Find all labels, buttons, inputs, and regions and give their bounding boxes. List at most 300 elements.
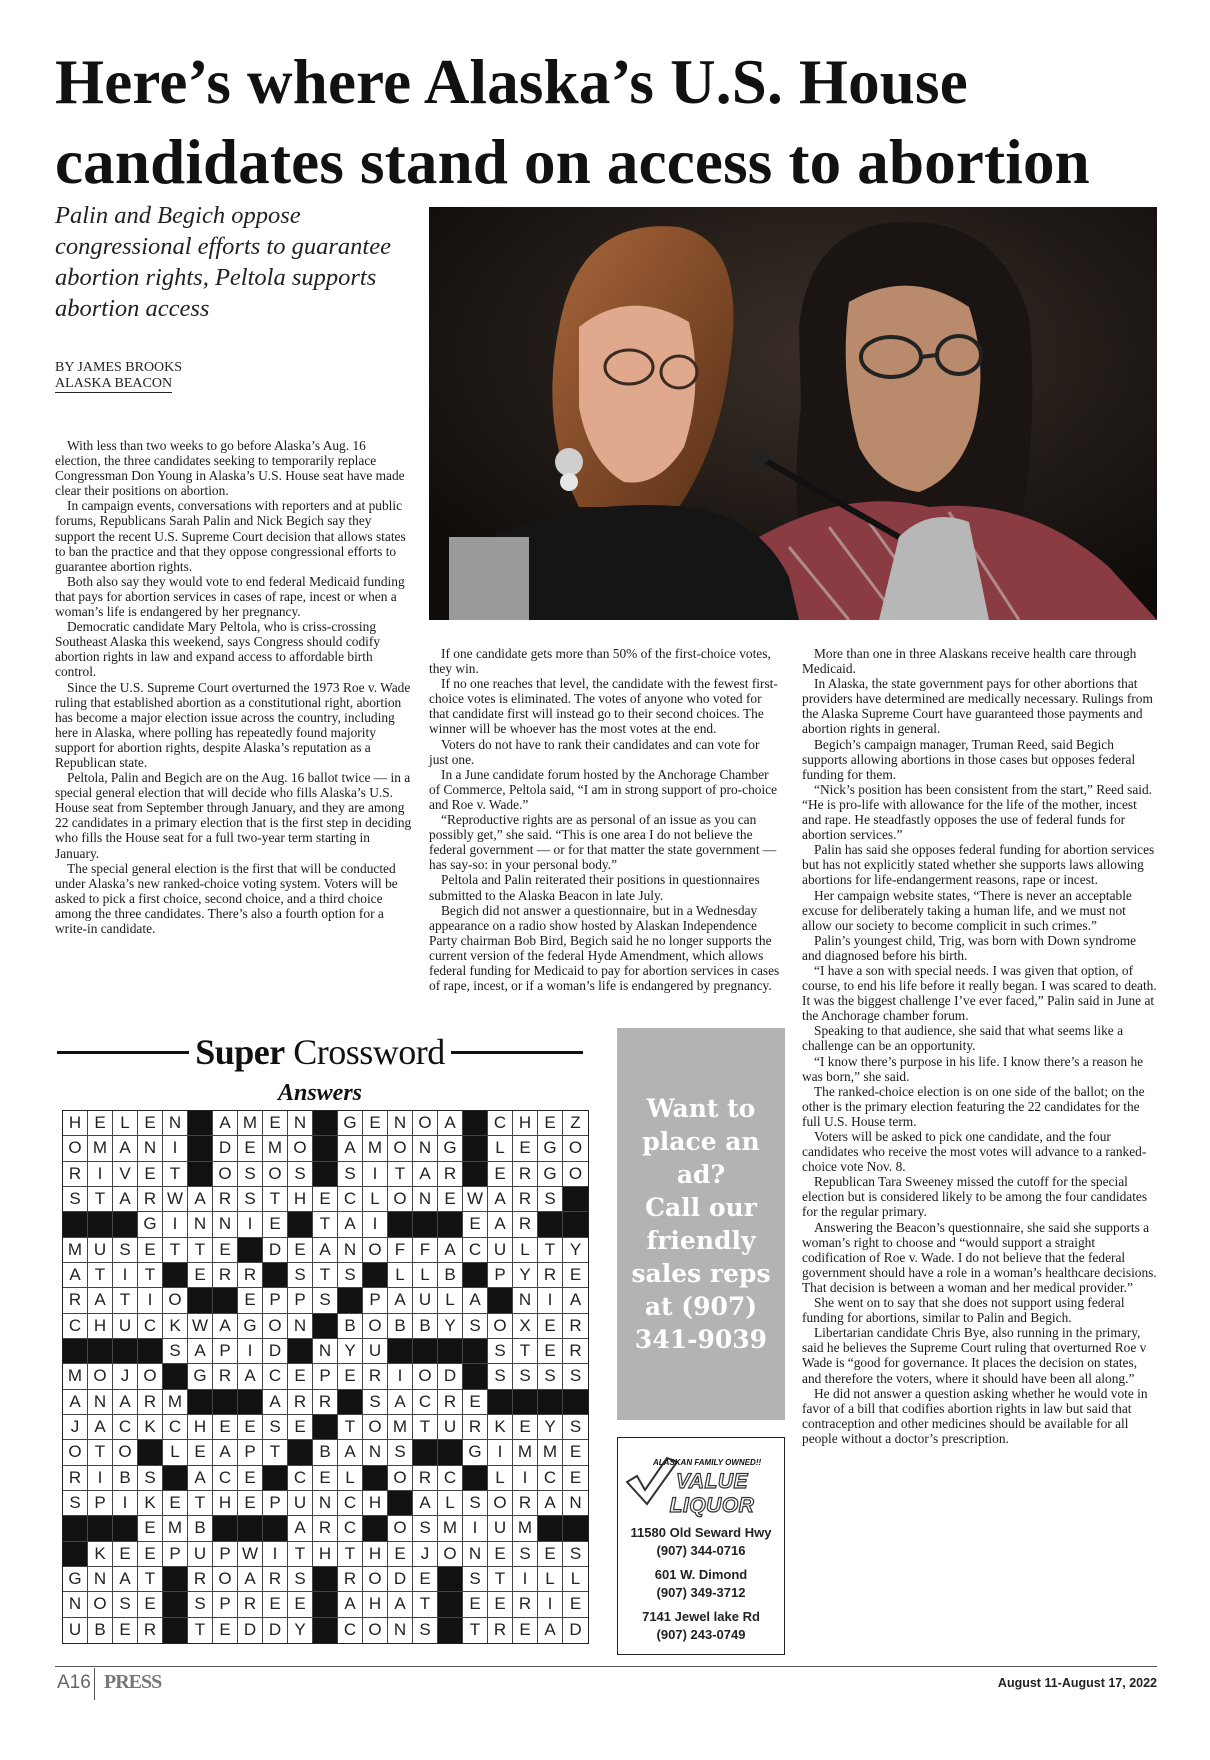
crossword-cell: D [569, 1620, 582, 1640]
crossword-cell: T [88, 1263, 113, 1288]
crossword-cell: M [163, 1516, 188, 1541]
article-column-3 [802, 646, 1158, 1446]
crossword-cell: T [163, 1238, 188, 1263]
crossword-block [463, 1111, 488, 1136]
crossword-cell: R [138, 1618, 163, 1643]
crossword-cell: A [113, 1567, 138, 1592]
crossword-block [88, 1516, 113, 1541]
crossword-cell: W [238, 1542, 263, 1567]
crossword-cell: P [288, 1288, 313, 1313]
crossword-cell: E [513, 1618, 538, 1643]
crossword-cell: Y [538, 1415, 563, 1440]
ad-text [631, 1092, 771, 1356]
footer-rule [55, 1666, 1157, 1667]
paragraph: Palin has said she opposes federal funding for abortion services but has not explicitly stated whether she supports laws allowing abortions for life-endangerment reasons, rape or incest. [802, 842, 1155, 888]
paragraph: Speaking to that audience, she said that what seems like a challenge can be an opportunity. [802, 1023, 1124, 1054]
crossword-cell: L [113, 1111, 138, 1136]
crossword-cell: P [238, 1440, 263, 1465]
crossword-cell: O [213, 1567, 238, 1592]
paragraph: With less than two weeks to go before Alaska’s Aug. 16 election, the three candidates seeking to temporarily replace Congressman Don Young in Alaska’s U.S. House seat have made clear their positions on abortion. [55, 438, 405, 499]
crossword-block [388, 1212, 413, 1237]
crossword-block [313, 1567, 338, 1592]
crossword-cell: I [513, 1466, 538, 1491]
crossword-cell: U [438, 1415, 463, 1440]
crossword-cell: E [438, 1187, 463, 1212]
ad-line: Want to [646, 1094, 756, 1123]
crossword-cell: P [163, 1542, 188, 1567]
crossword-cell: O [563, 1162, 588, 1187]
crossword-cell: T [138, 1567, 163, 1592]
crossword-cell: C [113, 1415, 138, 1440]
crossword-block [463, 1136, 488, 1161]
crossword-cell: S [463, 1567, 488, 1592]
crossword-cell: O [288, 1136, 313, 1161]
crossword-cell: S [288, 1567, 313, 1592]
crossword-block [188, 1288, 213, 1313]
crossword-cell: L [438, 1491, 463, 1516]
crossword-cell: U [188, 1542, 213, 1567]
crossword-block [238, 1238, 263, 1263]
crossword-block [138, 1339, 163, 1364]
crossword-cell: E [413, 1567, 438, 1592]
crossword-cell: R [513, 1187, 538, 1212]
crossword-cell: R [513, 1162, 538, 1187]
crossword-cell: P [363, 1288, 388, 1313]
crossword-cell: S [338, 1162, 363, 1187]
crossword-cell: O [388, 1187, 413, 1212]
crossword-block [163, 1592, 188, 1617]
crossword-cell: N [313, 1491, 338, 1516]
crossword-cell: E [563, 1263, 588, 1288]
crossword-cell: S [113, 1592, 138, 1617]
crossword-cell: C [163, 1415, 188, 1440]
crossword-cell: O [438, 1542, 463, 1567]
crossword-cell: Y [513, 1263, 538, 1288]
crossword-cell: L [413, 1263, 438, 1288]
store-phone: (907) 349-3712 [656, 1585, 746, 1600]
crossword-cell: A [538, 1618, 563, 1643]
crossword-cell: J [113, 1364, 138, 1389]
paragraph: If no one reaches that level, the candidate with the fewest first-choice votes is eliminated. The votes of anyone who voted for that candidate first will instead go to their second choices. The winner will be whoever has the most votes at the end. [429, 676, 778, 737]
crossword-cell: C [488, 1111, 513, 1136]
crossword-cell: A [213, 1111, 238, 1136]
crossword-cell: L [163, 1440, 188, 1465]
crossword-block [188, 1111, 213, 1136]
crossword-cell: A [188, 1466, 213, 1491]
crossword-cell: I [238, 1339, 263, 1364]
candidates-photo [429, 207, 1157, 620]
crossword-block [113, 1339, 138, 1364]
crossword-cell: L [563, 1567, 588, 1592]
crossword-cell: I [238, 1212, 263, 1237]
crossword-block [363, 1466, 388, 1491]
crossword-cell: R [213, 1364, 238, 1389]
crossword-cell: G [538, 1136, 563, 1161]
ad-line: at (907) [644, 1292, 758, 1321]
crossword-cell: W [163, 1187, 188, 1212]
crossword-block [163, 1618, 188, 1643]
crossword-cell: U [413, 1288, 438, 1313]
crossword-cell: A [188, 1187, 213, 1212]
crossword-cell: O [63, 1136, 88, 1161]
crossword-cell: B [388, 1314, 413, 1339]
crossword-cell: D [263, 1618, 288, 1643]
crossword-block [463, 1364, 488, 1389]
crossword-cell: S [288, 1162, 313, 1187]
crossword-block [313, 1136, 338, 1161]
crossword-cell: E [563, 1592, 588, 1617]
crossword-cell: R [338, 1567, 363, 1592]
crossword-cell: E [238, 1415, 263, 1440]
crossword-title [57, 1030, 583, 1074]
crossword-cell: O [63, 1440, 88, 1465]
crossword-cell: L [488, 1466, 513, 1491]
crossword-cell: A [388, 1592, 413, 1617]
paragraph: “I know there’s purpose in his life. I know there’s a reason he was born,” she said. [802, 1053, 1144, 1084]
crossword-cell: V [113, 1162, 138, 1187]
crossword-cell: C [338, 1618, 363, 1643]
crossword-cell: N [313, 1339, 338, 1364]
crossword-cell: C [463, 1238, 488, 1263]
crossword-block [63, 1212, 88, 1237]
crossword-cell: U [63, 1618, 88, 1643]
crossword-cell: N [88, 1390, 113, 1415]
crossword-cell: T [88, 1187, 113, 1212]
crossword-cell: E [213, 1238, 238, 1263]
crossword-cell: M [363, 1136, 388, 1161]
crossword-cell: E [213, 1415, 238, 1440]
crossword-cell: O [138, 1364, 163, 1389]
crossword-cell: S [238, 1162, 263, 1187]
paragraph: Both also say they would vote to end federal Medicaid funding that pays for abortion services in cases of rape, incest or when a woman’s life is endangered by her pregnancy. [55, 573, 405, 620]
crossword-cell: P [213, 1542, 238, 1567]
crossword-cell: M [513, 1516, 538, 1541]
crossword-cell: P [88, 1491, 113, 1516]
crossword-cell: B [338, 1314, 363, 1339]
headline-line-1: Here’s where Alaska’s U.S. House [55, 47, 968, 117]
crossword-cell: R [538, 1263, 563, 1288]
crossword-cell: A [338, 1440, 363, 1465]
crossword-block [363, 1516, 388, 1541]
crossword-cell: E [538, 1542, 563, 1567]
crossword-cell: G [63, 1567, 88, 1592]
crossword-cell: T [263, 1187, 288, 1212]
crossword-block [138, 1440, 163, 1465]
crossword-block [488, 1390, 513, 1415]
crossword-cell: M [388, 1415, 413, 1440]
crossword-cell: H [288, 1187, 313, 1212]
crossword-cell: A [313, 1238, 338, 1263]
crossword-cell: E [238, 1466, 263, 1491]
footer-separator [94, 1668, 95, 1700]
crossword-cell: T [413, 1592, 438, 1617]
crossword-cell: A [213, 1314, 238, 1339]
crossword-cell: R [563, 1339, 588, 1364]
crossword-block [113, 1212, 138, 1237]
crossword-cell: K [88, 1542, 113, 1567]
crossword-cell: S [488, 1364, 513, 1389]
crossword-block [413, 1339, 438, 1364]
crossword-cell: A [113, 1187, 138, 1212]
crossword-cell: T [138, 1263, 163, 1288]
crossword-cell: M [238, 1111, 263, 1136]
crossword-cell: M [513, 1440, 538, 1465]
paragraph: The special general election is the first that will be conducted under Alaska’s new ranked-choice voting system. Voters will be asked to pick a first choice, second choice, and a third choice among the three candidates. There’s also a fourth option for a write-in candidate. [55, 860, 398, 936]
crossword-cell: A [438, 1238, 463, 1263]
crossword-grid [62, 1110, 589, 1644]
paragraph: Republican Tara Sweeney missed the cutoff for the special election but is considered likely to be among the four candidates for the regular primary. [802, 1174, 1148, 1220]
crossword-cell: T [163, 1162, 188, 1187]
crossword-block [438, 1592, 463, 1617]
crossword-cell: H [213, 1491, 238, 1516]
crossword-cell: C [63, 1314, 88, 1339]
crossword-block [213, 1390, 238, 1415]
paragraph: In a June candidate forum hosted by the Anchorage Chamber of Commerce, Peltola said, “I am in strong support of pro-choice and Roe v. Wade.” [429, 766, 778, 812]
paragraph: Begich’s campaign manager, Truman Reed, said Begich supports allowing abortions in those cases but opposes federal funding for them. [802, 736, 1136, 782]
crossword-cell: E [288, 1592, 313, 1617]
crossword-cell: E [288, 1415, 313, 1440]
crossword-cell: O [413, 1364, 438, 1389]
crossword-block [563, 1516, 588, 1541]
crossword-cell: N [63, 1592, 88, 1617]
crossword-cell: F [413, 1238, 438, 1263]
crossword-cell: U [488, 1516, 513, 1541]
crossword-cell: C [438, 1466, 463, 1491]
crossword-cell: L [538, 1567, 563, 1592]
crossword-cell: T [188, 1491, 213, 1516]
crossword-cell: P [263, 1288, 288, 1313]
crossword-cell: M [263, 1136, 288, 1161]
crossword-cell: A [238, 1364, 263, 1389]
subhead: Palin and Begich oppose congressional efforts to guarantee abortion rights, Peltola supports abortion access [55, 202, 391, 322]
crossword-cell: M [538, 1440, 563, 1465]
crossword-block [263, 1263, 288, 1288]
crossword-cell: O [563, 1136, 588, 1161]
crossword-cell: A [413, 1162, 438, 1187]
crossword-cell: N [463, 1542, 488, 1567]
crossword-cell: D [263, 1238, 288, 1263]
crossword-cell: R [263, 1567, 288, 1592]
paragraph: Democratic candidate Mary Peltola, who is criss-crossing Southeast Alaska this weekend, says Congress should codify abortion rights in law and expand access to affordable birth control. [55, 619, 381, 680]
store-phone: (907) 243-0749 [656, 1627, 746, 1642]
crossword-cell: C [213, 1466, 238, 1491]
crossword-cell: J [63, 1415, 88, 1440]
crossword-block [313, 1111, 338, 1136]
issue-date: August 11-August 17, 2022 [997, 1676, 1157, 1690]
crossword-block [263, 1466, 288, 1491]
crossword-cell: L [513, 1238, 538, 1263]
crossword-cell: E [538, 1111, 563, 1136]
crossword-cell: S [163, 1339, 188, 1364]
article-column-1 [55, 438, 412, 936]
crossword-cell: A [488, 1187, 513, 1212]
crossword-cell: H [363, 1491, 388, 1516]
crossword-cell: T [288, 1542, 313, 1567]
crossword-cell: O [263, 1314, 288, 1339]
value-liquor-brand: VALUE LIQUOR [669, 1470, 755, 1517]
crossword-cell: N [163, 1111, 188, 1136]
crossword-cell: S [113, 1238, 138, 1263]
crossword-cell: S [263, 1415, 288, 1440]
crossword-block [438, 1212, 463, 1237]
crossword-cell: S [63, 1491, 88, 1516]
crossword-cell: R [138, 1390, 163, 1415]
crossword-block [163, 1364, 188, 1389]
paragraph: Peltola, Palin and Begich are on the Aug. 16 ballot twice — in a special general election that will decide who fills Alaska’s U.S. House seat from September through January, and they are among 22 candidates in a primary election that is the first step in deciding who fills the House seat for a full two-year term starting in January. [55, 770, 412, 861]
crossword-cell: S [388, 1440, 413, 1465]
crossword-cell: N [138, 1136, 163, 1161]
paragraph: “I have a son with special needs. I was given that option, of course, to end his life before it really began. I was scared to death. It was the biggest challenge I’ve ever faced,” Palin said in June at the Anchorage chamber forum. [802, 962, 1157, 1024]
crossword-cell: R [413, 1466, 438, 1491]
crossword-cell: T [513, 1339, 538, 1364]
crossword-block [463, 1466, 488, 1491]
crossword-cell: T [463, 1618, 488, 1643]
crossword-cell: W [463, 1187, 488, 1212]
crossword-cell: I [163, 1212, 188, 1237]
crossword-cell: E [163, 1491, 188, 1516]
crossword-block [463, 1162, 488, 1187]
crossword-cell: B [313, 1440, 338, 1465]
crossword-cell: I [363, 1212, 388, 1237]
crossword-block [238, 1390, 263, 1415]
crossword-block [313, 1592, 338, 1617]
crossword-cell: S [563, 1415, 588, 1440]
crossword-cell: B [113, 1466, 138, 1491]
crossword-cell: E [313, 1187, 338, 1212]
crossword-cell: O [363, 1238, 388, 1263]
crossword-cell: T [113, 1288, 138, 1313]
crossword-cell: S [288, 1263, 313, 1288]
crossword-title-text [189, 1031, 451, 1073]
crossword-cell: H [188, 1415, 213, 1440]
crossword-block [438, 1440, 463, 1465]
crossword-cell: R [63, 1162, 88, 1187]
crossword-cell: D [238, 1618, 263, 1643]
crossword-block [363, 1263, 388, 1288]
crossword-cell: R [513, 1491, 538, 1516]
crossword-cell: E [313, 1466, 338, 1491]
crossword-cell: O [163, 1288, 188, 1313]
crossword-cell: R [138, 1187, 163, 1212]
crossword-cell: O [388, 1466, 413, 1491]
crossword-block [538, 1212, 563, 1237]
crossword-cell: R [288, 1390, 313, 1415]
crossword-cell: R [63, 1288, 88, 1313]
paragraph: The ranked-choice election is on one side of the ballot; on the other is the primary election featuring the 22 candidates for the full U.S. House term. [802, 1083, 1145, 1129]
crossword-block [388, 1491, 413, 1516]
crossword-cell: S [513, 1364, 538, 1389]
crossword-cell: D [388, 1567, 413, 1592]
crossword-cell: A [88, 1288, 113, 1313]
crossword-block [538, 1390, 563, 1415]
value-liquor-ad [617, 1437, 785, 1655]
crossword-block [338, 1288, 363, 1313]
crossword-cell: I [488, 1440, 513, 1465]
crossword-cell: E [488, 1162, 513, 1187]
store-address: 11580 Old Seward Hwy [630, 1525, 772, 1540]
crossword-cell: G [438, 1136, 463, 1161]
crossword-cell: O [113, 1440, 138, 1465]
crossword-block [438, 1339, 463, 1364]
title-rule-left [57, 1051, 189, 1054]
crossword-cell: A [388, 1390, 413, 1415]
crossword-cell: A [538, 1491, 563, 1516]
crossword-cell: Z [563, 1111, 588, 1136]
crossword-cell: A [438, 1111, 463, 1136]
crossword-block [263, 1516, 288, 1541]
crossword-block [488, 1288, 513, 1313]
crossword-cell: Y [288, 1618, 313, 1643]
article-column-2 [429, 646, 781, 993]
crossword-block [163, 1263, 188, 1288]
crossword-cell: A [113, 1390, 138, 1415]
crossword-cell: P [263, 1491, 288, 1516]
crossword-cell: B [88, 1618, 113, 1643]
crossword-cell: O [413, 1111, 438, 1136]
crossword-cell: E [488, 1592, 513, 1617]
crossword-cell: E [138, 1238, 163, 1263]
crossword-cell: T [488, 1567, 513, 1592]
crossword-cell: E [113, 1542, 138, 1567]
crossword-block [288, 1212, 313, 1237]
crossword-block [438, 1618, 463, 1643]
crossword-cell: I [363, 1162, 388, 1187]
paragraph: “Reproductive rights are as personal of an issue as you can possibly get,” she said. “This is one area I do not believe the federal government — or for that matter the state government — has say-so: in your personal body.” [429, 812, 777, 873]
crossword-cell: T [338, 1542, 363, 1567]
crossword-title-bold: Super [195, 1032, 285, 1072]
crossword-cell: P [313, 1364, 338, 1389]
ad-line: friendly [646, 1226, 756, 1255]
crossword-cell: E [88, 1111, 113, 1136]
crossword-block [538, 1516, 563, 1541]
crossword-cell: M [163, 1390, 188, 1415]
crossword-cell: M [63, 1238, 88, 1263]
crossword-cell: T [263, 1440, 288, 1465]
ad-line: ad? [676, 1160, 726, 1189]
crossword-cell: A [388, 1288, 413, 1313]
crossword-cell: I [263, 1542, 288, 1567]
crossword-cell: F [388, 1238, 413, 1263]
crossword-cell: I [513, 1567, 538, 1592]
crossword-block [63, 1542, 88, 1567]
crossword-block [313, 1162, 338, 1187]
crossword-cell: E [513, 1136, 538, 1161]
crossword-cell: E [188, 1440, 213, 1465]
crossword-cell: O [388, 1136, 413, 1161]
paragraph: Answering the Beacon’s questionnaire, she said she supports a woman’s right to choose and “would support a straight codification of Roe v. Wade. I do not believe that the federal government should have a role in a woman’s healthcare decisions. That decision is between a woman and her medical provider.” [802, 1219, 1157, 1295]
crossword-cell: Y [563, 1238, 588, 1263]
crossword-cell: W [188, 1314, 213, 1339]
crossword-cell: B [413, 1314, 438, 1339]
crossword-cell: B [438, 1263, 463, 1288]
crossword-cell: A [463, 1288, 488, 1313]
crossword-cell: G [538, 1162, 563, 1187]
crossword-cell: A [288, 1516, 313, 1541]
crossword-cell: R [238, 1592, 263, 1617]
crossword-cell: E [263, 1592, 288, 1617]
ad-line: 341-9039 [634, 1325, 768, 1354]
crossword-cell: E [363, 1111, 388, 1136]
store-phone: (907) 344-0716 [656, 1543, 746, 1558]
crossword-cell: O [488, 1314, 513, 1339]
crossword-cell: S [463, 1314, 488, 1339]
crossword-cell: I [463, 1516, 488, 1541]
crossword-cell: E [238, 1491, 263, 1516]
crossword-cell: E [463, 1390, 488, 1415]
crossword-cell: G [138, 1212, 163, 1237]
crossword-cell: E [263, 1111, 288, 1136]
crossword-cell: S [463, 1491, 488, 1516]
